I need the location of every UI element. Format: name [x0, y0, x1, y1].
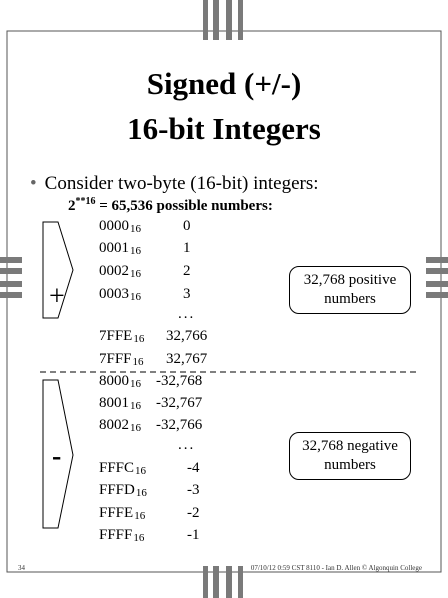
hex-value: $FFFF_{16}$ [99, 527, 145, 544]
ellipsis-positive: ... [178, 306, 196, 322]
decimal-value: -3 [187, 482, 200, 498]
slide-number: 34 [18, 564, 25, 572]
bullet-icon: • [30, 173, 37, 194]
callout-line: numbers [324, 457, 376, 473]
decimal-value: -32,766 [156, 417, 203, 433]
decimal-value: -32,768 [156, 373, 203, 389]
hex-value: $7FFE_{16}$ [99, 328, 145, 345]
callout-line: numbers [324, 291, 376, 307]
hex-value: $8002_{16}$ [99, 417, 141, 434]
decimal-value: 32,766 [166, 328, 208, 344]
hex-value: $FFFD_{16}$ [99, 482, 147, 499]
decimal-value: -4 [187, 460, 200, 476]
minus-sign-label: - [52, 441, 62, 472]
callout-line: 32,768 positive [303, 272, 397, 288]
hex-value: $7FFF_{16}$ [99, 351, 144, 368]
hex-value: $FFFC_{16}$ [99, 460, 147, 477]
decimal-value: -32,767 [156, 395, 203, 411]
hex-value: $0002_{16}$ [99, 263, 141, 280]
decimal-value: -2 [187, 505, 200, 521]
hex-value: $FFFE_{16}$ [99, 505, 146, 522]
hex-value: $8000_{16}$ [99, 373, 141, 390]
negative-count-callout [289, 432, 411, 480]
decimal-value: 32,767 [166, 351, 208, 367]
page-title-line-1: Signed (+/-) [146, 66, 302, 101]
right-tab-decoration [426, 257, 448, 298]
positive-count-callout [289, 266, 411, 314]
possible-numbers-line: $2^{**16} = 65,536$ possible numbers: [68, 196, 273, 214]
left-tab-decoration [0, 257, 22, 298]
hex-value: $0001_{16}$ [99, 240, 141, 257]
hex-value: $8001_{16}$ [99, 395, 141, 412]
decimal-value: -1 [187, 527, 200, 543]
hex-value: $0003_{16}$ [99, 286, 141, 303]
ellipsis-negative: ... [178, 437, 196, 453]
decimal-value: 3 [183, 286, 191, 302]
footer-credit: 07/10/12 0:59 CST 8110 - Ian D. Allen © Algonquin College [250, 564, 422, 572]
bottom-tab-decoration [203, 566, 243, 598]
bullet-text: Consider two-byte (16-bit) integers: [44, 173, 319, 194]
decimal-value: 0 [183, 218, 191, 234]
decimal-value: 1 [183, 240, 191, 256]
top-tab-decoration [203, 0, 243, 40]
callout-line: 32,768 negative [302, 438, 398, 454]
page-title-line-2: 16-bit Integers [127, 111, 321, 146]
bullet-item [30, 173, 319, 195]
plus-sign-label: + [49, 281, 65, 312]
hex-value: $0000_{16}$ [99, 218, 141, 235]
decimal-value: 2 [183, 263, 191, 279]
